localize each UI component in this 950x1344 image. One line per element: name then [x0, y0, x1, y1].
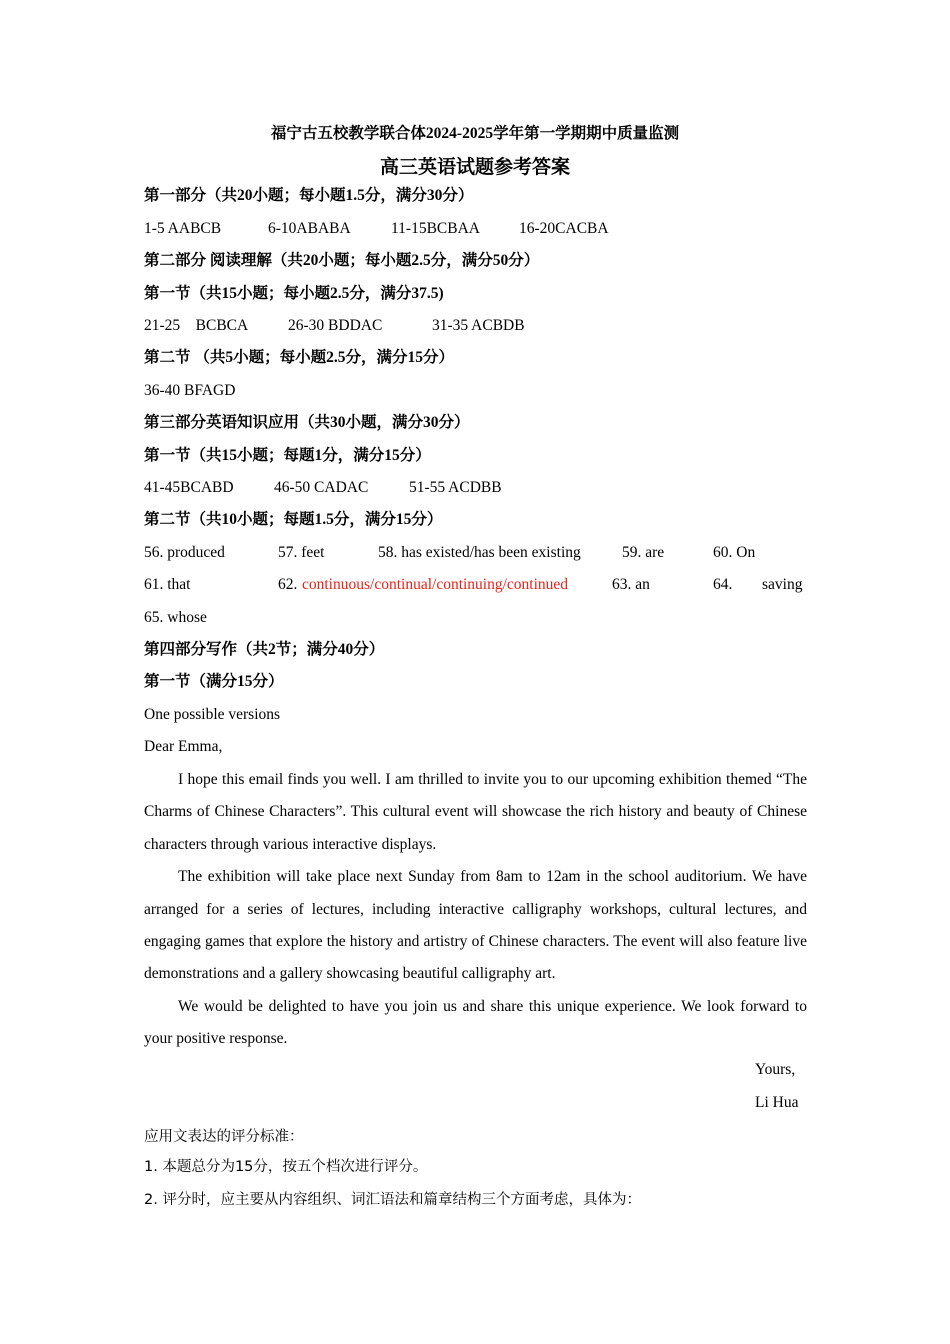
part3-section2-heading: 第二节（共10小题；每题1.5分，满分15分）	[144, 511, 443, 528]
answer-item: 57. feet	[278, 544, 325, 561]
answer-group: 36-40 BFAGD	[144, 382, 236, 399]
sample-label: One possible versions	[144, 706, 281, 723]
answer-item: saving	[762, 576, 803, 593]
part4-heading: 第四部分写作（共2节；满分40分）	[144, 641, 385, 658]
answer-group: 41-45BCABD	[144, 479, 234, 496]
part3-section2-row3: 65. whose	[144, 609, 207, 626]
document-title: 福宁古五校教学联合体2024-2025学年第一学期期中质量监测	[270, 125, 680, 142]
letter-paragraph: The exhibition will take place next Sunday from 8am to 12am in the school auditorium. We have arranged for a series of lectures, including interactive calligraphy workshops, cultural lectures, and engaging games that explore the history and artistry of Chinese characters. The event will also feature live demonstrations and a gallery showcasing beautiful calligraphy art.	[144, 868, 807, 983]
answer-group: 1-5 AABCB	[144, 220, 222, 237]
answer-group: 31-35 ACBDB	[432, 317, 525, 334]
highlighted-answer: continuous/continual/continuing/continued	[302, 576, 569, 593]
part2-section2-heading: 第二节 （共5小题；每小题2.5分，满分15分）	[144, 349, 455, 366]
answer-item-number: 64.	[713, 576, 733, 593]
part2-section1-heading: 第一节（共15小题；每小题2.5分，满分37.5)	[144, 285, 444, 302]
letter-body	[144, 764, 807, 1056]
part2-heading: 第二部分 阅读理解（共20小题；每小题2.5分，满分50分）	[144, 252, 540, 269]
answer-item: 59. are	[622, 544, 665, 561]
answer-item: 63. an	[612, 576, 650, 593]
criteria-item: 2. 评分时，应主要从内容组织、词汇语法和篇章结构三个方面考虑，具体为：	[144, 1192, 641, 1208]
answer-item: 61. that	[144, 576, 191, 593]
part3-section1-heading: 第一节（共15小题；每题1分，满分15分）	[144, 447, 431, 464]
criteria-item: 1. 本题总分为15分，按五个档次进行评分。	[144, 1159, 428, 1175]
letter-paragraph: I hope this email finds you well. I am thrilled to invite you to our upcoming exhibition themed “The Charms of Chinese Characters”. This cultural event will showcase the rich history and beauty of Chinese characters through various interactive displays.	[144, 771, 807, 853]
letter-signature: Li Hua	[755, 1094, 799, 1111]
answer-group: 26-30 BDDAC	[288, 317, 383, 334]
answer-group: 21-25 BCBCA	[144, 317, 249, 334]
criteria-heading: 应用文表达的评分标准：	[144, 1129, 304, 1145]
answer-group: 11-15BCBAA	[391, 220, 480, 237]
answer-group: 46-50 CADAC	[274, 479, 369, 496]
answer-item: 56. produced	[144, 544, 225, 561]
part3-heading: 第三部分英语知识应用（共30小题，满分30分）	[144, 414, 470, 431]
answer-item-number: 62.	[278, 576, 298, 593]
letter-greeting: Dear Emma,	[144, 738, 223, 755]
part1-heading: 第一部分（共20小题；每小题1.5分，满分30分）	[144, 187, 474, 204]
part4-section1-heading: 第一节（满分15分）	[144, 673, 284, 690]
letter-paragraph: We would be delighted to have you join us and share this unique experience. We look forward to your positive response.	[144, 997, 807, 1048]
answer-item: 58. has existed/has been existing	[378, 544, 581, 561]
answer-group: 6-10ABABA	[268, 220, 351, 237]
answer-group: 16-20CACBA	[519, 220, 609, 237]
document-subtitle: 高三英语试题参考答案	[379, 157, 570, 178]
answer-item: 60. On	[713, 544, 756, 561]
letter-closing: Yours,	[755, 1061, 796, 1078]
answer-group: 51-55 ACDBB	[409, 479, 502, 496]
